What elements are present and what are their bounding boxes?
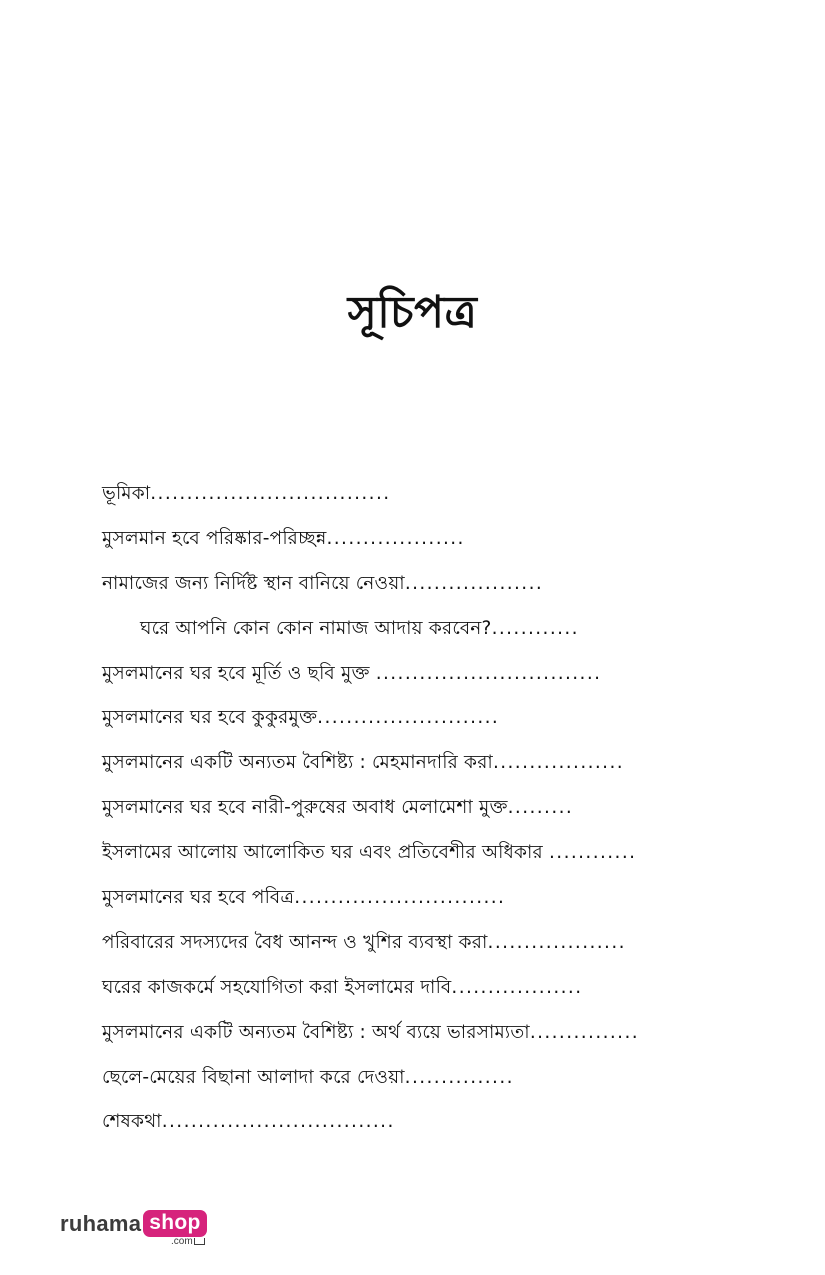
toc-item-leader: ............: [549, 842, 637, 864]
toc-item-conclusion[interactable]: [102, 1100, 762, 1145]
logo-domain-text: .com: [170, 1236, 193, 1247]
toc-item-title: ঘরে আপনি কোন কোন নামাজ আদায় করবেন?: [140, 617, 492, 639]
toc-item-leader: ...............: [404, 1066, 514, 1088]
logo-domain: [171, 1236, 205, 1248]
ruhamashop-logo: [60, 1210, 207, 1247]
toc-item-title: শেষকথা: [102, 1111, 162, 1133]
toc-item-leader: ...................: [487, 931, 626, 953]
toc-item-title: মুসলমানের একটি অন্যতম বৈশিষ্ট্য : মেহমানদারি করা: [102, 752, 493, 774]
toc-item-leader: ............: [491, 617, 579, 639]
toc-item[interactable]: [102, 741, 762, 786]
toc-item-title: মুসলমানের ঘর হবে মূর্তি ও ছবি মুক্ত: [102, 662, 376, 684]
logo-shop-text: shop: [143, 1210, 206, 1237]
toc-subitem[interactable]: [102, 607, 762, 652]
logo-shop-badge: [143, 1210, 206, 1247]
toc-item[interactable]: [102, 831, 762, 876]
toc-item-leader: ...............: [529, 1021, 640, 1043]
toc-item-title: মুসলমানের একটি অন্যতম বৈশিষ্ট্য : অর্থ ব্যয়ে ভারসাম্যতা: [102, 1021, 530, 1043]
shopping-cart-icon: [194, 1238, 205, 1245]
toc-item-title: নামাজের জন্য নির্দিষ্ট স্থান বানিয়ে নেওয়া: [102, 572, 405, 594]
toc-item[interactable]: [102, 966, 762, 1011]
toc-item-introduction[interactable]: [102, 472, 762, 517]
toc-item[interactable]: [102, 786, 762, 831]
toc-item[interactable]: [102, 876, 762, 921]
toc-item[interactable]: [102, 652, 762, 697]
toc-item[interactable]: [102, 517, 762, 562]
toc-item-leader: ...................: [326, 527, 465, 549]
toc-item-title: ছেলে-মেয়ের বিছানা আলাদা করে দেওয়া: [102, 1066, 405, 1088]
toc-item-leader: ..................: [451, 976, 583, 998]
toc-item-title: ইসলামের আলোয় আলোকিত ঘর এবং প্রতিবেশীর অধিকার: [102, 842, 550, 864]
logo-ruhama-text: ruhama: [60, 1211, 142, 1236]
toc-item[interactable]: [102, 921, 762, 966]
toc-item-leader: ...................: [404, 572, 544, 594]
toc-item-leader: ...............................: [375, 662, 602, 684]
toc-item-leader: .............................: [294, 887, 506, 909]
toc-item-leader: .........................: [317, 707, 500, 729]
toc-item-leader: .........: [507, 797, 574, 819]
toc-item-title: মুসলমানের ঘর হবে পবিত্র: [102, 887, 295, 909]
toc-item-leader: ................................: [161, 1111, 395, 1133]
toc-item-title: ভূমিকা: [102, 483, 151, 504]
toc-item[interactable]: [102, 1056, 762, 1101]
toc-item-title: পরিবারের সদস্যদের বৈধ আনন্দ ও খুশির ব্যবস্থা করা: [102, 931, 488, 953]
toc-item[interactable]: [102, 696, 762, 741]
page-title: সূচিপত্র: [347, 287, 478, 338]
toc-item-title: মুসলমানের ঘর হবে নারী-পুরুষের অবাধ মেলামেশা মুক্ত: [102, 797, 508, 819]
toc-item[interactable]: [102, 1011, 762, 1056]
toc-item-leader: .................................: [150, 483, 391, 504]
toc-item-title: মুসলমানের ঘর হবে কুকুরমুক্ত: [102, 707, 318, 729]
toc-item[interactable]: [102, 562, 762, 607]
toc-item-leader: ..................: [492, 752, 625, 774]
toc-item-title: ঘরের কাজকর্মে সহযোগিতা করা ইসলামের দাবি: [102, 976, 452, 998]
table-of-contents: [102, 472, 762, 1145]
toc-item-title: মুসলমান হবে পরিষ্কার-পরিচ্ছন্ন: [102, 527, 327, 549]
